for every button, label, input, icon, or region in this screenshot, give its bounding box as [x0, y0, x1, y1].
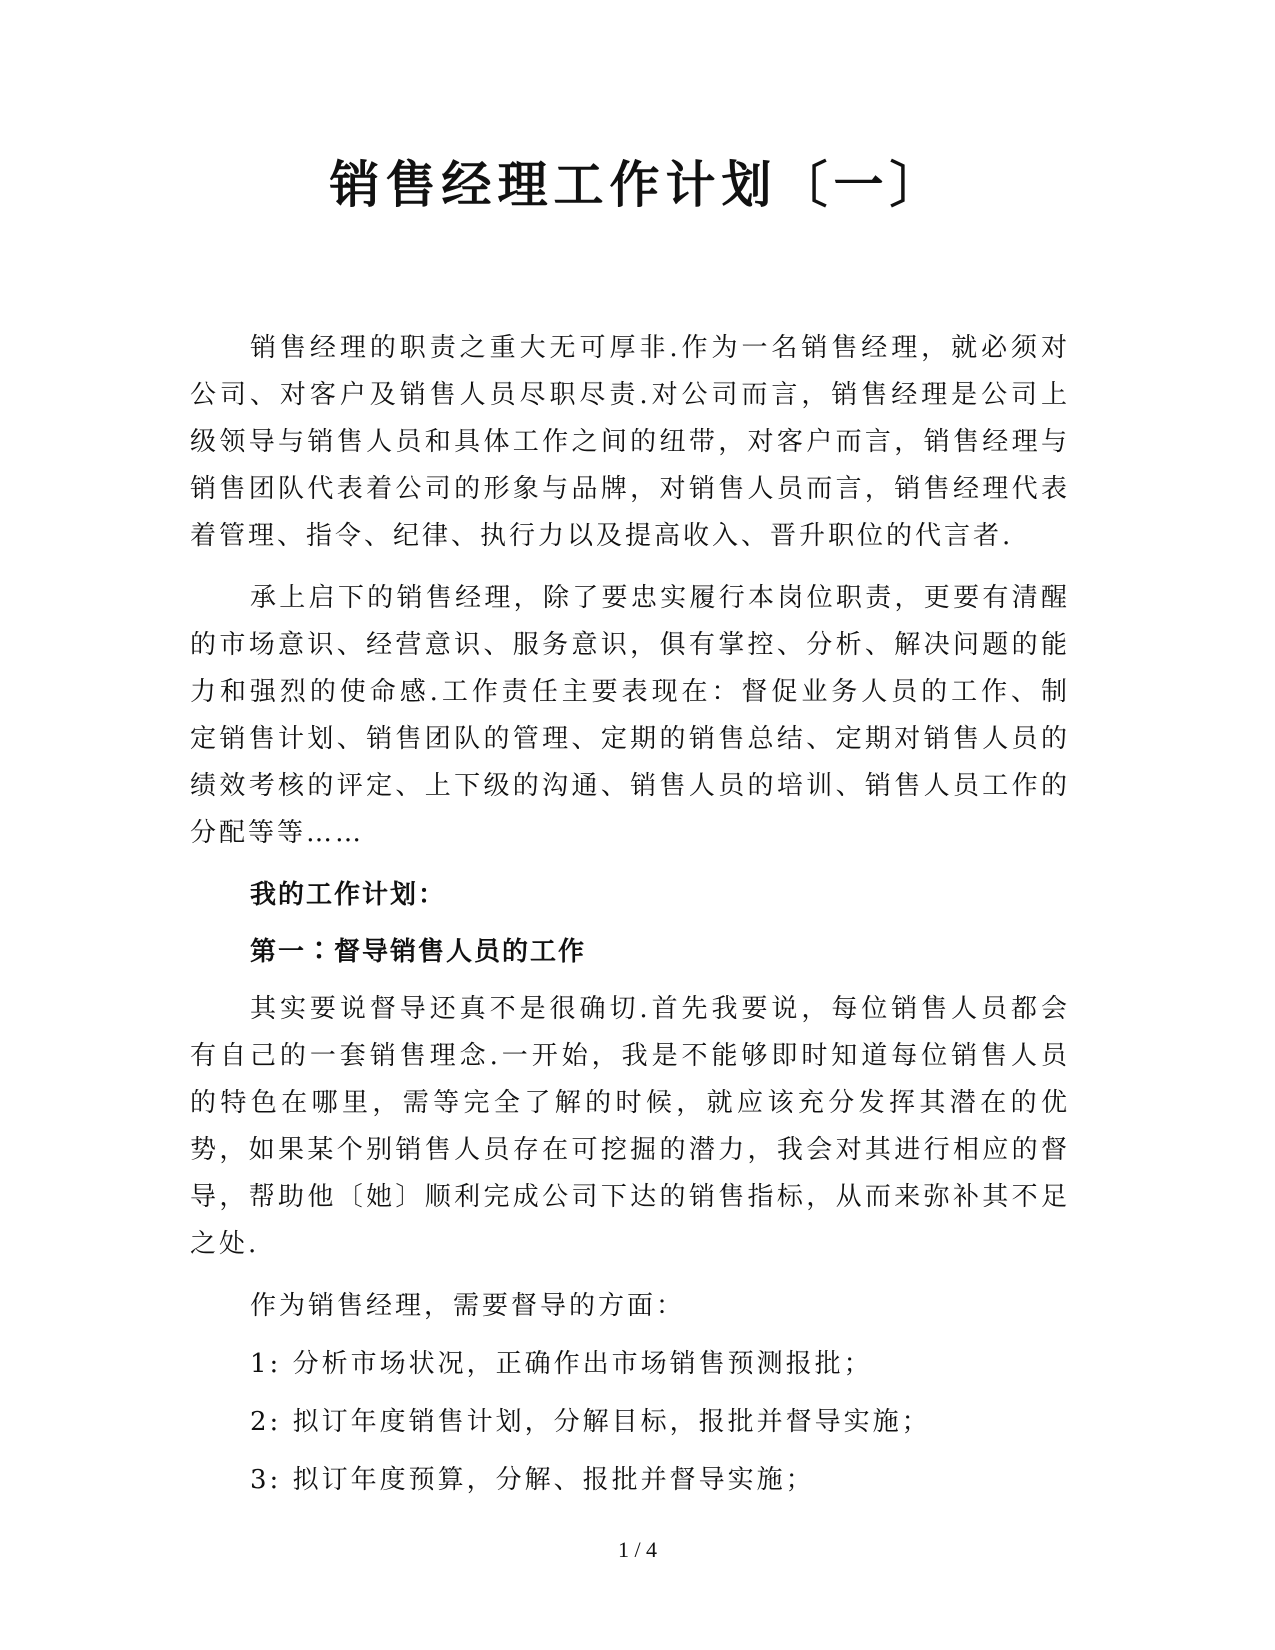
aspects-intro: 作为销售经理，需要督导的方面：	[250, 1291, 686, 1321]
document-body	[190, 325, 1070, 1515]
list-item: 3: 拟订年度预算，分解、报批并督导实施；	[250, 1465, 815, 1495]
document-title: 销售经理工作计划〔一〕	[329, 155, 946, 214]
page-number: 1 / 4	[617, 1537, 658, 1562]
intro-paragraph-1: 销售经理的职责之重大无可厚非.作为一名销售经理，就必须对公司、对客户及销售人员尽职尽责.对公司而言，销售经理是公司上级领导与销售人员和具体工作之间的纽带，对客户而言，销售经理与销售团队代表着公司的形象与品牌，对销售人员而言，销售经理代表着管理、指令、纪律、执行力以及提高收入、晋升职位的代言者.	[190, 333, 1070, 551]
supervise-paragraph: 其实要说督导还真不是很确切.首先我要说，每位销售人员都会有自己的一套销售理念.一开始，我是不能够即时知道每位销售人员的特色在哪里，需等完全了解的时候，就应该充分发挥其潜在的优势，如果某个别销售人员存在可挖掘的潜力，我会对其进行相应的督导，帮助他〔她〕顺利完成公司下达的销售指标，从而来弥补其不足之处.	[190, 994, 1070, 1259]
section-heading-plan: 我的工作计划：	[250, 880, 447, 910]
list-item: 1: 分析市场状况，正确作出市场销售预测报批；	[250, 1349, 873, 1379]
section-heading-first: 第一∶督导销售人员的工作	[250, 937, 587, 967]
intro-paragraph-2: 承上启下的销售经理，除了要忠实履行本岗位职责，更要有清醒的市场意识、经营意识、服务意识，俱有掌控、分析、解决问题的能力和强烈的使命感.工作责任主要表现在：督促业务人员的工作、制定销售计划、销售团队的管理、定期的销售总结、定期对销售人员的绩效考核的评定、上下级的沟通、销售人员的培训、销售人员工作的分配等等……	[190, 583, 1070, 848]
list-item: 2: 拟订年度销售计划，分解目标，报批并督导实施；	[250, 1407, 931, 1437]
